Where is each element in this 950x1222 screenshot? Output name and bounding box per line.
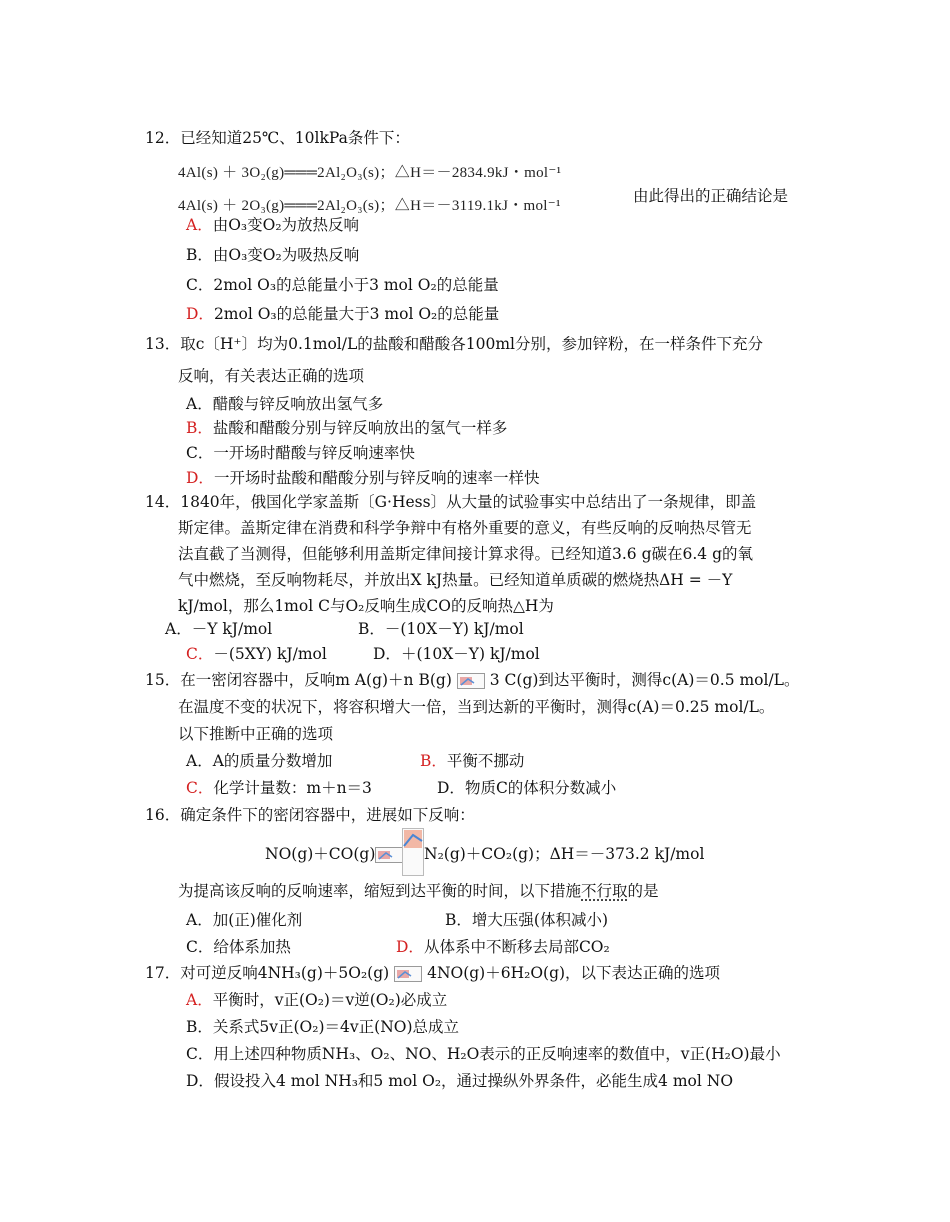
option-text: －(10X－Y) kJ/mol	[384, 620, 524, 638]
q14-option-d	[373, 644, 540, 664]
option-text: A的质量分数增加	[212, 752, 333, 770]
q16-equation-right: N₂(g)＋CO₂(g)；ΔH＝－373.2 kJ/mol	[424, 845, 705, 863]
q15-option-c	[186, 778, 372, 798]
q15-option-b	[420, 751, 524, 771]
option-text: 平衡时，v正(O₂)＝v逆(O₂)必成立	[212, 991, 448, 1009]
option-text: 从体系中不断移去局部CO₂	[423, 938, 610, 956]
q16-equation-left: NO(g)＋CO(g)	[265, 845, 376, 863]
q14-option-c	[186, 644, 327, 664]
q13-option-a	[186, 394, 383, 414]
q12-equation-2: 4Al(s) ＋ 2O₃(g)═══2Al₂O₃(s)；△H＝－3119.1kJ・mol⁻¹	[178, 198, 561, 214]
q17-option-a	[186, 990, 447, 1010]
q16-option-c	[186, 937, 291, 957]
q12-option-d	[186, 304, 499, 324]
option-letter: B．	[358, 620, 385, 638]
option-text: 一开场时盐酸和醋酸分别与锌反响的速率一样快	[213, 469, 540, 487]
q17-option-d	[186, 1071, 733, 1091]
q14-stem-line-5: kJ/mol，那么1mol C与O₂反响生成CO的反响热△H为	[178, 597, 554, 615]
q15-stem-line-3: 以下推断中正确的选项	[178, 725, 334, 743]
option-letter: C．	[186, 645, 214, 663]
q16-question-post: 的是	[627, 882, 659, 900]
q15-stem-part-2: 3 C(g)到达平衡时，测得c(A)＝0.5 mol/L。	[489, 671, 800, 689]
q12-option-b	[186, 245, 359, 265]
q14-option-b	[358, 619, 524, 639]
q14-stem-line-1: 14．1840年，俄国化学家盖斯〔G·Hess〕从大量的试验事实中总结出了一条规律，即盖	[145, 493, 757, 511]
option-letter: D．	[373, 645, 401, 663]
option-text: 2mol O₃的总能量小于3 mol O₂的总能量	[213, 276, 499, 294]
q16-question	[178, 881, 659, 901]
q17-option-b	[186, 1017, 459, 1037]
q16-emphasis: 不行取	[581, 882, 628, 900]
option-letter: B．	[445, 911, 472, 929]
q12-option-a	[186, 215, 359, 235]
equilibrium-arrow-image	[375, 847, 403, 863]
option-letter: A．	[186, 911, 213, 929]
option-letter: C．	[186, 444, 214, 462]
option-text: 2mol O₃的总能量大于3 mol O₂的总能量	[213, 305, 500, 323]
option-text: －(5XY) kJ/mol	[213, 645, 327, 663]
q15-stem-line-1	[145, 670, 799, 690]
option-letter: A．	[186, 752, 213, 770]
option-letter: B．	[420, 752, 447, 770]
q12-equation-1: 4Al(s) ＋ 3O₂(g)═══2Al₂O₃(s)；△H＝－2834.9kJ・mol⁻¹	[178, 165, 562, 181]
option-letter: C．	[186, 779, 214, 797]
q16-question-pre: 为提高该反响的反响速率，缩短到达平衡的时间，以下措施	[178, 882, 582, 900]
q13-option-d	[186, 468, 539, 488]
catalyst-condition-image	[402, 828, 424, 876]
q17-option-c	[186, 1044, 781, 1064]
q12-option-c	[186, 275, 499, 295]
q13-stem-line-1: 13．取c〔H⁺〕均为0.1mol/L的盐酸和醋酸各100ml分别，参加锌粉，在一样条件下充分	[145, 335, 763, 353]
q15-stem-line-2: 在温度不变的状况下，将容积增大一倍，当到达新的平衡时，测得c(A)＝0.25 mol/L。	[178, 698, 775, 716]
option-letter: A．	[186, 395, 213, 413]
option-letter: D．	[186, 469, 214, 487]
option-text: ＋(10X－Y) kJ/mol	[400, 645, 540, 663]
option-text: 物质C的体积分数减小	[464, 779, 617, 797]
option-letter: C．	[186, 1045, 214, 1063]
option-letter: A．	[165, 620, 192, 638]
q16-option-a	[186, 910, 302, 930]
option-letter: D．	[396, 938, 424, 956]
q13-stem-line-2: 反响，有关表达正确的选项	[178, 367, 365, 385]
equilibrium-arrow-image	[457, 673, 485, 689]
q16-option-b	[445, 910, 608, 930]
q16-stem: 16．确定条件下的密闭容器中，进展如下反响：	[145, 806, 475, 824]
option-text: 用上述四种物质NH₃、O₂、NO、H₂O表示的正反响速率的数值中，v正(H₂O)最小	[213, 1045, 781, 1063]
option-letter: A．	[186, 991, 213, 1009]
q13-option-c	[186, 443, 415, 463]
option-text: 平衡不挪动	[446, 752, 525, 770]
q16-option-d	[396, 937, 610, 957]
option-text: 化学计量数：m＋n＝3	[213, 779, 372, 797]
q14-stem-line-3: 法直截了当测得，但能够利用盖斯定律间接计算求得。已经知道3.6 g碳在6.4 g的氧	[178, 545, 754, 563]
option-letter: B．	[186, 246, 213, 264]
option-letter: C．	[186, 938, 214, 956]
q12-stem: 12．已经知道25℃、10lkPa条件下：	[145, 129, 410, 147]
option-text: 给体系加热	[213, 938, 291, 956]
q15-stem-part-1: 15．在一密闭容器中，反响m A(g)＋n B(g)	[145, 671, 452, 689]
option-text: 一开场时醋酸与锌反响速率快	[213, 444, 415, 462]
q16-equation	[265, 844, 403, 864]
q14-stem-line-2: 斯定律。盖斯定律在消费和科学争辩中有格外重要的意义，有些反响的反响热尽管无	[178, 519, 752, 537]
q17-stem	[145, 963, 720, 983]
option-letter: D．	[437, 779, 465, 797]
q14-stem-line-4: 气中燃烧，至反响物耗尽，并放出X kJ热量。已经知道单质碳的燃烧热ΔH = －Y	[178, 571, 733, 589]
q14-option-a	[165, 619, 272, 639]
option-letter: D．	[186, 305, 214, 323]
option-letter: C．	[186, 276, 214, 294]
option-text: 由O₃变O₂为放热反响	[212, 216, 360, 234]
option-letter: A．	[186, 216, 213, 234]
q13-option-b	[186, 418, 507, 438]
q15-option-d	[437, 778, 616, 798]
option-text: 由O₃变O₂为吸热反响	[212, 246, 360, 264]
option-letter: D．	[186, 1072, 214, 1090]
q12-stem-tail: 由此得出的正确结论是	[633, 187, 789, 205]
q17-stem-part-2: 4NO(g)＋6H₂O(g)，以下表达正确的选项	[427, 964, 721, 982]
q15-option-a	[186, 751, 332, 771]
equilibrium-arrow-image	[394, 966, 422, 982]
option-letter: B．	[186, 1018, 213, 1036]
option-text: 假设投入4 mol NH₃和5 mol O₂，通过操纵外界条件，必能生成4 mol NO	[213, 1072, 734, 1090]
option-text: 增大压强(体积减小)	[471, 911, 608, 929]
option-text: 加(正)催化剂	[212, 911, 303, 929]
q17-stem-part-1: 17．对可逆反响4NH₃(g)＋5O₂(g)	[145, 964, 390, 982]
option-text: －Y kJ/mol	[191, 620, 273, 638]
option-text: 盐酸和醋酸分别与锌反响放出的氢气一样多	[212, 419, 508, 437]
option-text: 醋酸与锌反响放出氢气多	[212, 395, 384, 413]
option-text: 关系式5v正(O₂)＝4v正(NO)总成立	[212, 1018, 460, 1036]
option-letter: B．	[186, 419, 213, 437]
